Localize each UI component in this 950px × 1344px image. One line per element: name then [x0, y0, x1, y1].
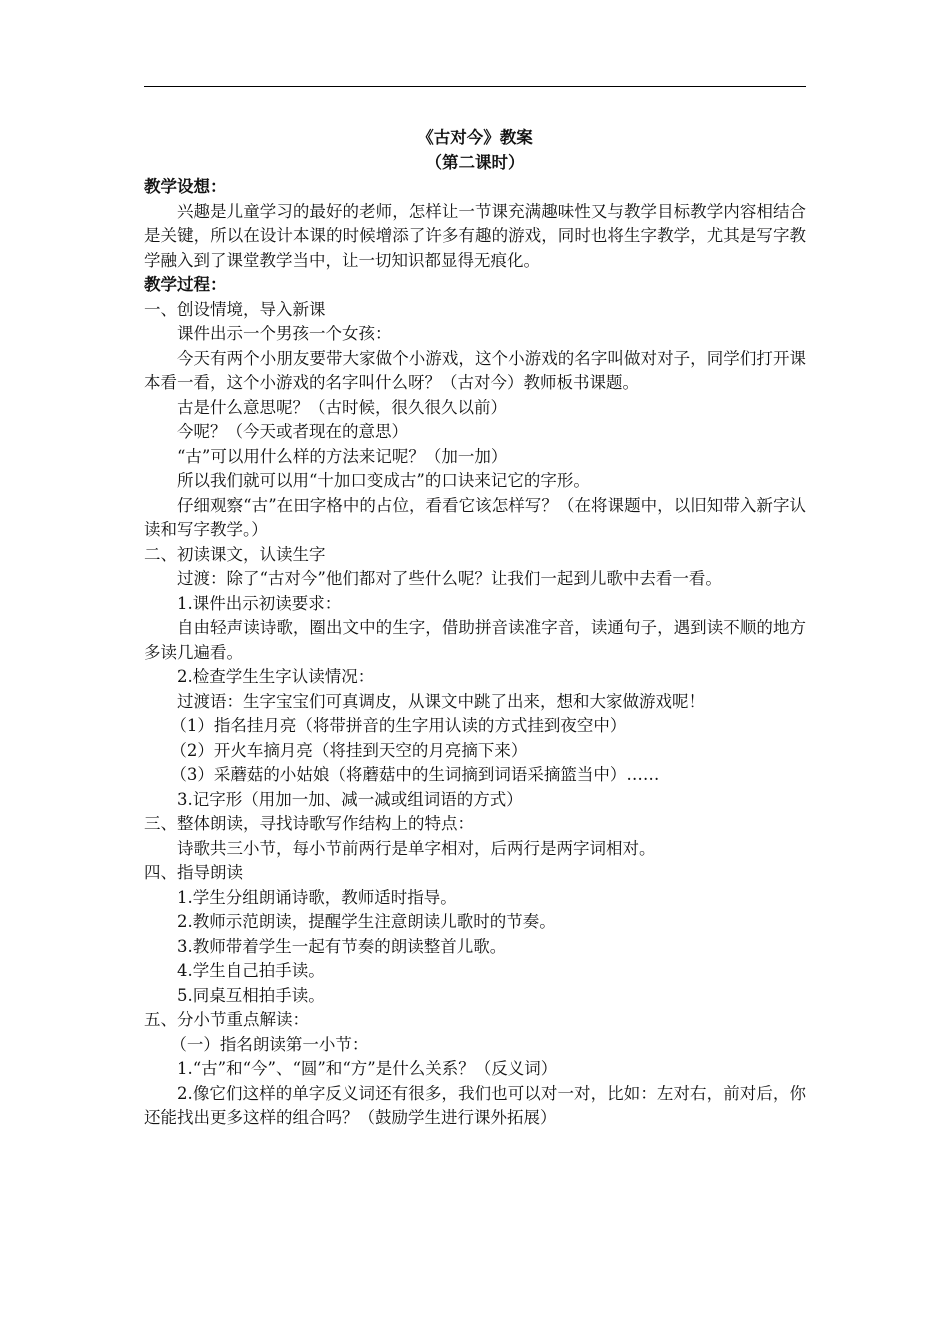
- s2-paragraph: 自由轻声读诗歌，圈出文中的生字，借助拼音读准字音，读通句子，遇到读不顺的地方多读几遍看。: [144, 618, 806, 662]
- s1-paragraph: “古”可以用什么样的方法来记呢？（加一加）: [177, 446, 508, 466]
- s3-paragraph: 诗歌共三小节，每小节前两行是单字相对，后两行是两字词相对。: [177, 838, 656, 858]
- s4-item: 4.学生自己拍手读。: [177, 961, 325, 980]
- doc-subtitle: （第二课时）: [425, 152, 525, 172]
- section-5-title: 五、分小节重点解读：: [144, 1010, 309, 1029]
- section-3-title: 三、整体朗读，寻找诗歌写作结构上的特点：: [144, 814, 474, 833]
- s4-item: 2.教师示范朗读，提醒学生注意朗读儿歌时的节奏。: [177, 912, 556, 931]
- document-body: [144, 126, 806, 1131]
- process-heading: 教学过程：: [144, 275, 227, 294]
- s2-subitem: （1）指名挂月亮（将带拼音的生字用认读的方式挂到夜空中）: [170, 716, 627, 735]
- doc-title: 《古对今》教案: [417, 128, 533, 147]
- s2-item: 1.课件出示初读要求：: [177, 593, 342, 613]
- s2-item: 3.记字形（用加一加、减一减或组词语的方式）: [177, 789, 523, 809]
- s1-paragraph: 课件出示一个男孩一个女孩：: [177, 324, 392, 343]
- s2-paragraph: 过渡：除了“古对今”他们都对了些什么呢？让我们一起到儿歌中去看一看。: [177, 569, 722, 588]
- s1-paragraph: 仔细观察“古”在田字格中的占位，看看它该怎样写？（在将课题中，以旧知带入新字认读和写字教学。）: [144, 495, 806, 539]
- s1-paragraph: 今呢？（今天或者现在的意思）: [177, 422, 408, 441]
- s4-item: 5.同桌互相拍手读。: [177, 985, 325, 1005]
- s2-item: 2.检查学生生字认读情况：: [177, 667, 375, 686]
- section-4-title: 四、指导朗读: [144, 863, 243, 882]
- s5-subheading: （一）指名朗读第一小节：: [170, 1034, 369, 1054]
- s1-paragraph: 所以我们就可以用“十加口变成古”的口诀来记它的字形。: [177, 471, 590, 490]
- section-1-title: 一、创设情境，导入新课: [144, 299, 326, 319]
- s2-subitem: （3）采蘑菇的小姑娘（将蘑菇中的生词摘到词语采摘篮当中）……: [170, 765, 660, 784]
- s4-item: 3.教师带着学生一起有节奏的朗读整首儿歌。: [177, 936, 507, 956]
- s1-paragraph: 古是什么意思呢？（古时候，很久很久以前）: [177, 397, 507, 417]
- s5-paragraph: 2.像它们这样的单字反义词还有很多，我们也可以对一对，比如：左对右，前对后，你还能找出更多这样的组合吗？（鼓励学生进行课外拓展）: [144, 1083, 806, 1127]
- s2-subitem: （2）开火车摘月亮（将挂到天空的月亮摘下来）: [170, 740, 528, 760]
- design-paragraph: 兴趣是儿童学习的最好的老师，怎样让一节课充满趣味性又与教学目标教学内容相结合是关键，所以在设计本课的时候增添了许多有趣的游戏，同时也将生字教学，尤其是写字教学融入到了课堂教学当中，让一切知识都显得无痕化。: [144, 201, 806, 270]
- s2-paragraph: 过渡语：生字宝宝们可真调皮，从课文中跳了出来，想和大家做游戏呢！: [177, 691, 705, 711]
- section-2-title: 二、初读课文，认读生字: [144, 544, 326, 564]
- header-rule: [144, 86, 806, 87]
- design-heading: 教学设想：: [144, 177, 227, 196]
- s1-paragraph: 今天有两个小朋友要带大家做个小游戏，这个小游戏的名字叫做对对子，同学们打开课本看一看，这个小游戏的名字叫什么呀？（古对今）教师板书课题。: [144, 348, 806, 392]
- s4-item: 1.学生分组朗诵诗歌，教师适时指导。: [177, 887, 457, 907]
- s5-item: 1.“古”和“今”、“圆”和“方”是什么关系？（反义词）: [177, 1059, 558, 1078]
